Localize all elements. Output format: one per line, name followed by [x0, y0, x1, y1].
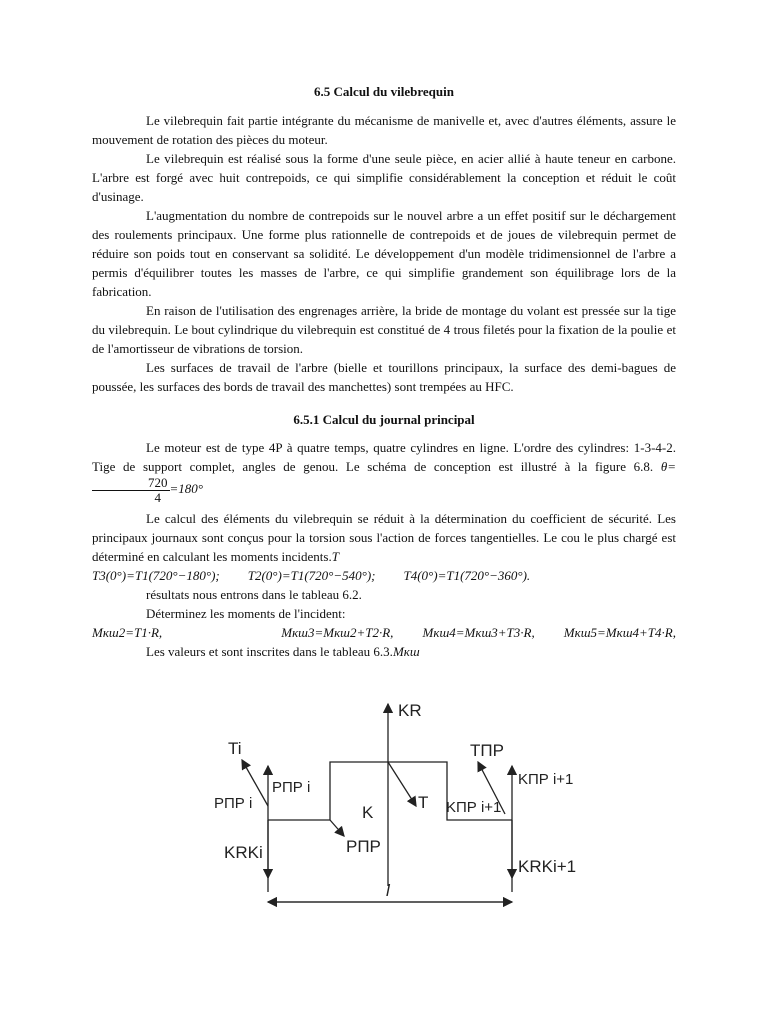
t-equation: T3(0°)=T1(720°−180°); [92, 568, 220, 583]
label-ti: Ti [228, 739, 242, 758]
label-krki1: KRKi+1 [518, 857, 577, 876]
label-ppr-left: PПР i [214, 795, 253, 812]
paragraph: Les surfaces de travail de l'arbre (bielle et tourillons principaux, la surface des demi-bagues de poussée, les surfaces des bords de travail des manchettes) sont trempées au HFC. [92, 360, 676, 394]
paragraph-calc: Le calcul des éléments du vilebrequin se réduit à la détermination du coefficient de sécurité. Les principaux journaux sont conçus pour la torsion sous l'action de forces tangentielles. Le cou le plus chargé est déterminé en calculant les moments incidents.T [92, 511, 676, 564]
t-arrow [388, 762, 416, 806]
label-tpr: TПР [470, 741, 504, 760]
paragraph-values: Les valeurs et sont inscrites dans le tableau 6.3.Mкш [146, 644, 420, 659]
theta-fraction: $\frac{720}{4}$ [92, 476, 170, 505]
paragraph-engine [92, 438, 676, 505]
t-equations [92, 566, 676, 585]
label-kpr-mid: KПР i+1 [446, 799, 502, 816]
label-ppr: PПР [346, 837, 381, 856]
t-equation: T4(0°)=T1(720°−360°). [403, 568, 531, 583]
label-k: K [362, 803, 374, 822]
paragraph-moments: Déterminez les moments de l'incident: [146, 606, 346, 621]
paragraph: En raison de l'utilisation des engrenages arrière, la bride de montage du volant est pressée sur la tige du vilebrequin. Le bout cylindrique du vilebrequin est constitué de 4 trous filetés pour la fixation de la poulie et de l'amortisseur de vibrations de torsion. [92, 303, 676, 356]
moment-equation: Mкш5=Mкш4+T4·R, [563, 625, 676, 640]
moment-equation: Mкш4=Mкш3+T3·R, [422, 625, 535, 640]
document-page [92, 82, 676, 661]
paragraph: L'augmentation du nombre de contrepoids sur le nouvel arbre a un effet positif sur le déchargement des roulements principaux. Une forme plus rationnelle de contrepoids et de joues de vilebrequin permet de réduire son poids tout en conservant sa solidité. Le développement d'un modèle tridimensionnel de l'arbre a permis d'équilibrer toutes les masses de l'arbre, ce qui simplifie grandement son équilibrage lors de la fabrication. [92, 208, 676, 299]
label-kr: KR [398, 701, 422, 720]
theta-equation: θ= $\frac{720}{4}$ =180° [92, 459, 676, 496]
label-krki: KRKi [224, 843, 263, 862]
crankshaft-diagram [200, 696, 580, 914]
paragraph: Le vilebrequin est réalisé sous la forme d'une seule pièce, en acier allié à haute teneur en carbone. L'arbre est forgé avec huit contrepoids, ce qui simplifie considérablement la conception et réduit le coût d'usinage. [92, 151, 676, 204]
engine-text: Le moteur est de type 4P à quatre temps, quatre cylindres en ligne. L'ordre des cylindres: 1-3-4-2. Tige de support complet, angles de genou. Le schéma de conception est illustré à la figure 6.8. [92, 440, 676, 474]
section-title: 6.5 Calcul du vilebrequin [314, 84, 454, 99]
label-length: l [386, 881, 390, 900]
label-ppr-upper: PПР i [272, 779, 311, 796]
diagram-svg [200, 696, 580, 914]
moment-equations [92, 623, 676, 642]
t-symbol: T [331, 549, 339, 564]
label-kpr-right: KПР i+1 [518, 771, 574, 788]
paragraph: Le vilebrequin fait partie intégrante du mécanisme de manivelle et, avec d'autres éléments, assure le mouvement de rotation des pièces du moteur. [92, 113, 676, 147]
t-equation: T2(0°)=T1(720°−540°); [247, 568, 376, 583]
label-t: T [418, 793, 429, 812]
subsection-title: 6.5.1 Calcul du journal principal [293, 412, 475, 427]
paragraph-results: résultats nous entrons dans le tableau 6.2. [146, 587, 362, 602]
moment-equation: Mкш2=T1·R, [92, 625, 163, 640]
ppr-arrow [330, 820, 344, 836]
moment-equation: Mкш3=Mкш2+T2·R, [281, 625, 394, 640]
